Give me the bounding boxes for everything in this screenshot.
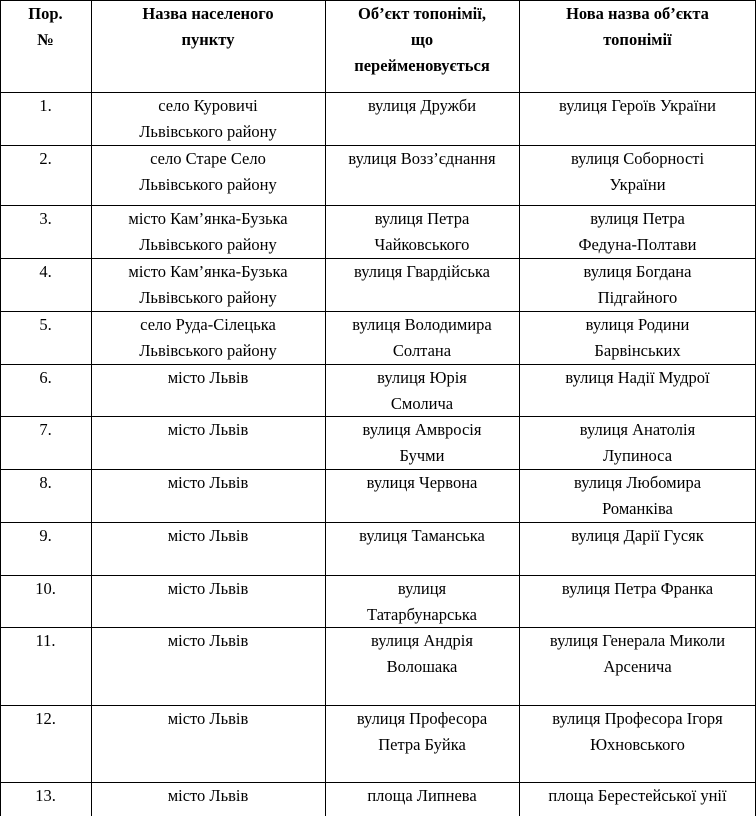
column-divider bbox=[519, 0, 520, 816]
cell-new-object-name: вулиця Родини Барвінських bbox=[585, 315, 690, 360]
row-divider bbox=[0, 92, 756, 93]
cell-new-object-name: вулиця Надії Мудрої bbox=[565, 368, 710, 387]
cell-row-number: 1. bbox=[39, 96, 52, 115]
row-divider bbox=[0, 627, 756, 628]
column-divider bbox=[325, 0, 326, 816]
cell-new-object-name: вулиця Дарії Гусяк bbox=[571, 526, 704, 545]
row-divider bbox=[0, 145, 756, 146]
cell-new-object-name: вулиця Любомира Романківа bbox=[573, 473, 702, 518]
cell-object-renamed: вулиця Татарбунарська bbox=[367, 579, 477, 624]
cell-row-number: 12. bbox=[35, 709, 56, 728]
cell-object-renamed: вулиця Петра Чайковського bbox=[374, 209, 470, 254]
cell-object-renamed: вулиця Юрія Смолича bbox=[377, 368, 467, 413]
table-top-border bbox=[0, 0, 756, 1]
header-new-object-name: Нова назва об’єкта топонімії bbox=[566, 4, 709, 49]
cell-settlement-name: село Руда-Сілецька Львівського району bbox=[139, 315, 277, 360]
cell-new-object-name: вулиця Богдана Підгайного bbox=[583, 262, 692, 307]
cell-settlement-name: село Старе Село Львівського району bbox=[139, 149, 277, 194]
cell-object-renamed: вулиця Амвросія Бучми bbox=[362, 420, 482, 465]
header-row-number: Пор. № bbox=[28, 4, 63, 49]
cell-settlement-name: місто Кам’янка-Бузька Львівського району bbox=[128, 209, 288, 254]
cell-object-renamed: площа Липнева bbox=[367, 786, 477, 805]
row-divider bbox=[0, 205, 756, 206]
cell-settlement-name: місто Львів bbox=[167, 368, 249, 387]
cell-row-number: 9. bbox=[39, 526, 52, 545]
cell-row-number: 11. bbox=[35, 631, 56, 650]
cell-object-renamed: вулиця Таманська bbox=[359, 526, 485, 545]
header-object-renamed: Об’єкт топонімії, що перейменовується bbox=[354, 4, 490, 75]
cell-row-number: 7. bbox=[39, 420, 52, 439]
cell-row-number: 8. bbox=[39, 473, 52, 492]
cell-settlement-name: місто Львів bbox=[167, 709, 249, 728]
table-left-border bbox=[0, 0, 1, 816]
cell-settlement-name: село Куровичі Львівського району bbox=[139, 96, 277, 141]
cell-new-object-name: площа Берестейської унії bbox=[548, 786, 727, 805]
row-divider bbox=[0, 575, 756, 576]
cell-settlement-name: місто Львів bbox=[167, 473, 249, 492]
cell-row-number: 3. bbox=[39, 209, 52, 228]
row-divider bbox=[0, 416, 756, 417]
cell-new-object-name: вулиця Генерала Миколи Арсенича bbox=[549, 631, 726, 676]
cell-row-number: 4. bbox=[39, 262, 52, 281]
cell-object-renamed: вулиця Червона bbox=[366, 473, 478, 492]
cell-object-renamed: вулиця Андрія Волошака bbox=[371, 631, 473, 676]
cell-settlement-name: місто Львів bbox=[167, 420, 249, 439]
cell-row-number: 2. bbox=[39, 149, 52, 168]
cell-object-renamed: вулиця Професора Петра Буйка bbox=[356, 709, 488, 754]
cell-new-object-name: вулиця Анатолія Лупиноса bbox=[579, 420, 696, 465]
column-divider bbox=[91, 0, 92, 816]
row-divider bbox=[0, 522, 756, 523]
cell-new-object-name: вулиця Петра Франка bbox=[561, 579, 714, 598]
cell-settlement-name: місто Львів bbox=[167, 786, 249, 805]
cell-settlement-name: місто Львів bbox=[167, 631, 249, 650]
cell-object-renamed: вулиця Дружби bbox=[367, 96, 477, 115]
cell-new-object-name: вулиця Соборності України bbox=[570, 149, 705, 194]
cell-settlement-name: місто Львів bbox=[167, 579, 249, 598]
cell-object-renamed: вулиця Володимира Солтана bbox=[352, 315, 492, 360]
row-divider bbox=[0, 311, 756, 312]
cell-row-number: 13. bbox=[35, 786, 56, 805]
cell-new-object-name: вулиця Професора Ігоря Юхновського bbox=[552, 709, 723, 754]
cell-new-object-name: вулиця Героїв України bbox=[558, 96, 717, 115]
header-settlement-name: Назва населеного пункту bbox=[142, 4, 274, 49]
cell-object-renamed: вулиця Гвардійська bbox=[354, 262, 490, 281]
cell-settlement-name: місто Львів bbox=[167, 526, 249, 545]
cell-new-object-name: вулиця Петра Федуна-Полтави bbox=[578, 209, 697, 254]
row-divider bbox=[0, 705, 756, 706]
row-divider bbox=[0, 364, 756, 365]
row-divider bbox=[0, 258, 756, 259]
row-divider bbox=[0, 782, 756, 783]
row-divider bbox=[0, 469, 756, 470]
cell-settlement-name: місто Кам’янка-Бузька Львівського району bbox=[128, 262, 288, 307]
cell-row-number: 10. bbox=[35, 579, 56, 598]
cell-object-renamed: вулиця Возз’єднання bbox=[348, 149, 496, 168]
cell-row-number: 6. bbox=[39, 368, 52, 387]
cell-row-number: 5. bbox=[39, 315, 52, 334]
